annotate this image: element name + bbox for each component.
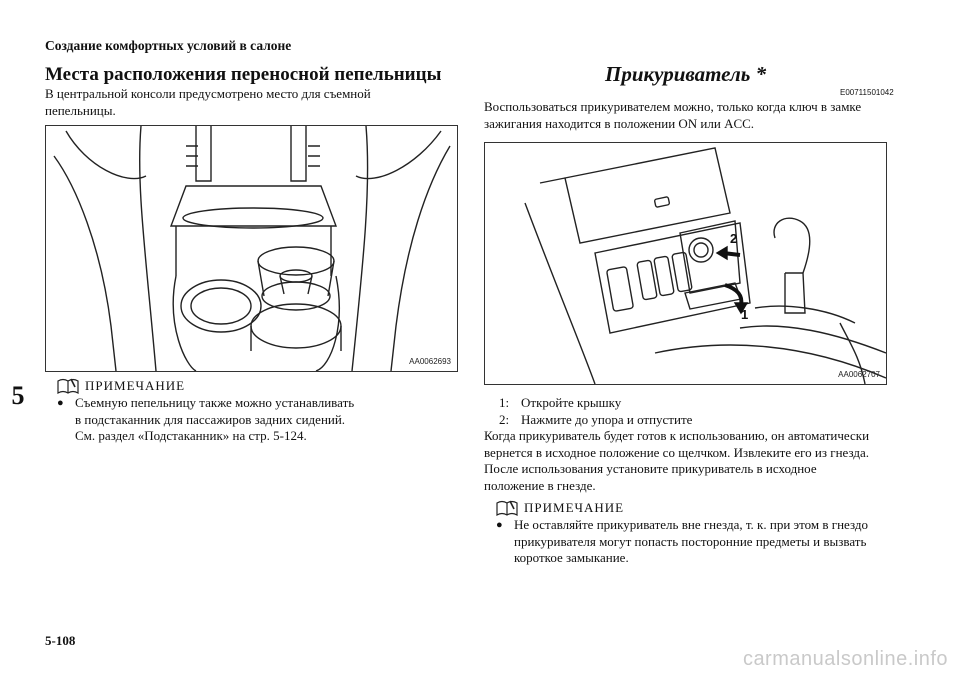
body-line: После использования установите прикуриватель в исходное: [484, 461, 817, 476]
bullet-icon: ●: [57, 397, 64, 409]
reference-code: E00711501042: [840, 88, 894, 97]
note-book-icon: [57, 378, 79, 394]
lighter-intro: [484, 99, 914, 132]
note-line: прикуривателя могут попасть посторонние предметы и вызвать: [514, 533, 867, 549]
ashtray-note: [57, 378, 457, 445]
bullet-icon: ●: [496, 519, 503, 531]
body-line: вернется в исходное положение со щелчком. Извлеките его из гнезда.: [484, 444, 869, 460]
intro-line: пепельницы.: [45, 102, 116, 118]
ashtray-intro: [45, 86, 465, 119]
note-book-icon: [496, 500, 518, 516]
lighter-steps: [499, 395, 692, 428]
step-item: [499, 395, 692, 412]
body-line: Когда прикуриватель будет готов к использованию, он автоматически: [484, 428, 870, 443]
lighter-figure: [484, 142, 887, 385]
note-line: Съемную пепельницу также можно устанавливать: [75, 395, 355, 410]
ashtray-illustration: [46, 126, 457, 371]
ashtray-section-title: Места расположения переносной пепельницы: [45, 64, 442, 85]
figure-code: AA0062693: [409, 357, 451, 366]
lighter-note: [496, 500, 916, 567]
page-number: 5-108: [45, 633, 76, 648]
watermark: carmanualsonline.info: [742, 648, 948, 670]
note-header: [496, 500, 916, 516]
note-heading: ПРИМЕЧАНИЕ: [85, 378, 186, 393]
note-bullet: [496, 517, 916, 567]
step-text: Откройте крышку: [521, 395, 622, 410]
lighter-section-title: Прикуриватель *: [605, 62, 767, 86]
body-line: положение в гнезде.: [484, 477, 596, 493]
step-number: 2:: [499, 411, 510, 427]
intro-line: Воспользоваться прикуривателем можно, только когда ключ в замке: [484, 99, 862, 114]
ashtray-figure: [45, 125, 458, 372]
note-line: короткое замыкание.: [514, 550, 629, 565]
lighter-body: [484, 428, 914, 494]
note-line: Не оставляйте прикуриватель вне гнезда, т. к. при этом в гнездо: [514, 517, 868, 532]
note-line: в подстаканник для пассажиров задних сидений.: [75, 411, 346, 427]
lighter-illustration: [485, 143, 886, 384]
callout-1: 1: [741, 307, 749, 322]
note-bullet: [57, 395, 457, 445]
figure-code: AA0062707: [838, 370, 880, 379]
intro-line: В центральной консоли предусмотрено место для съемной: [45, 86, 371, 101]
chapter-tab: 5: [11, 381, 25, 410]
note-line: См. раздел «Подстаканник» на стр. 5-124.: [75, 428, 307, 443]
running-header: Создание комфортных условий в салоне: [45, 38, 292, 53]
intro-line: зажигания находится в положении ON или ACC.: [484, 115, 755, 131]
note-header: [57, 378, 457, 394]
callout-2: 2: [730, 231, 738, 246]
note-heading: ПРИМЕЧАНИЕ: [524, 500, 625, 515]
step-text: Нажмите до упора и отпустите: [521, 411, 693, 427]
step-item: [499, 412, 692, 429]
step-number: 1:: [499, 395, 510, 410]
